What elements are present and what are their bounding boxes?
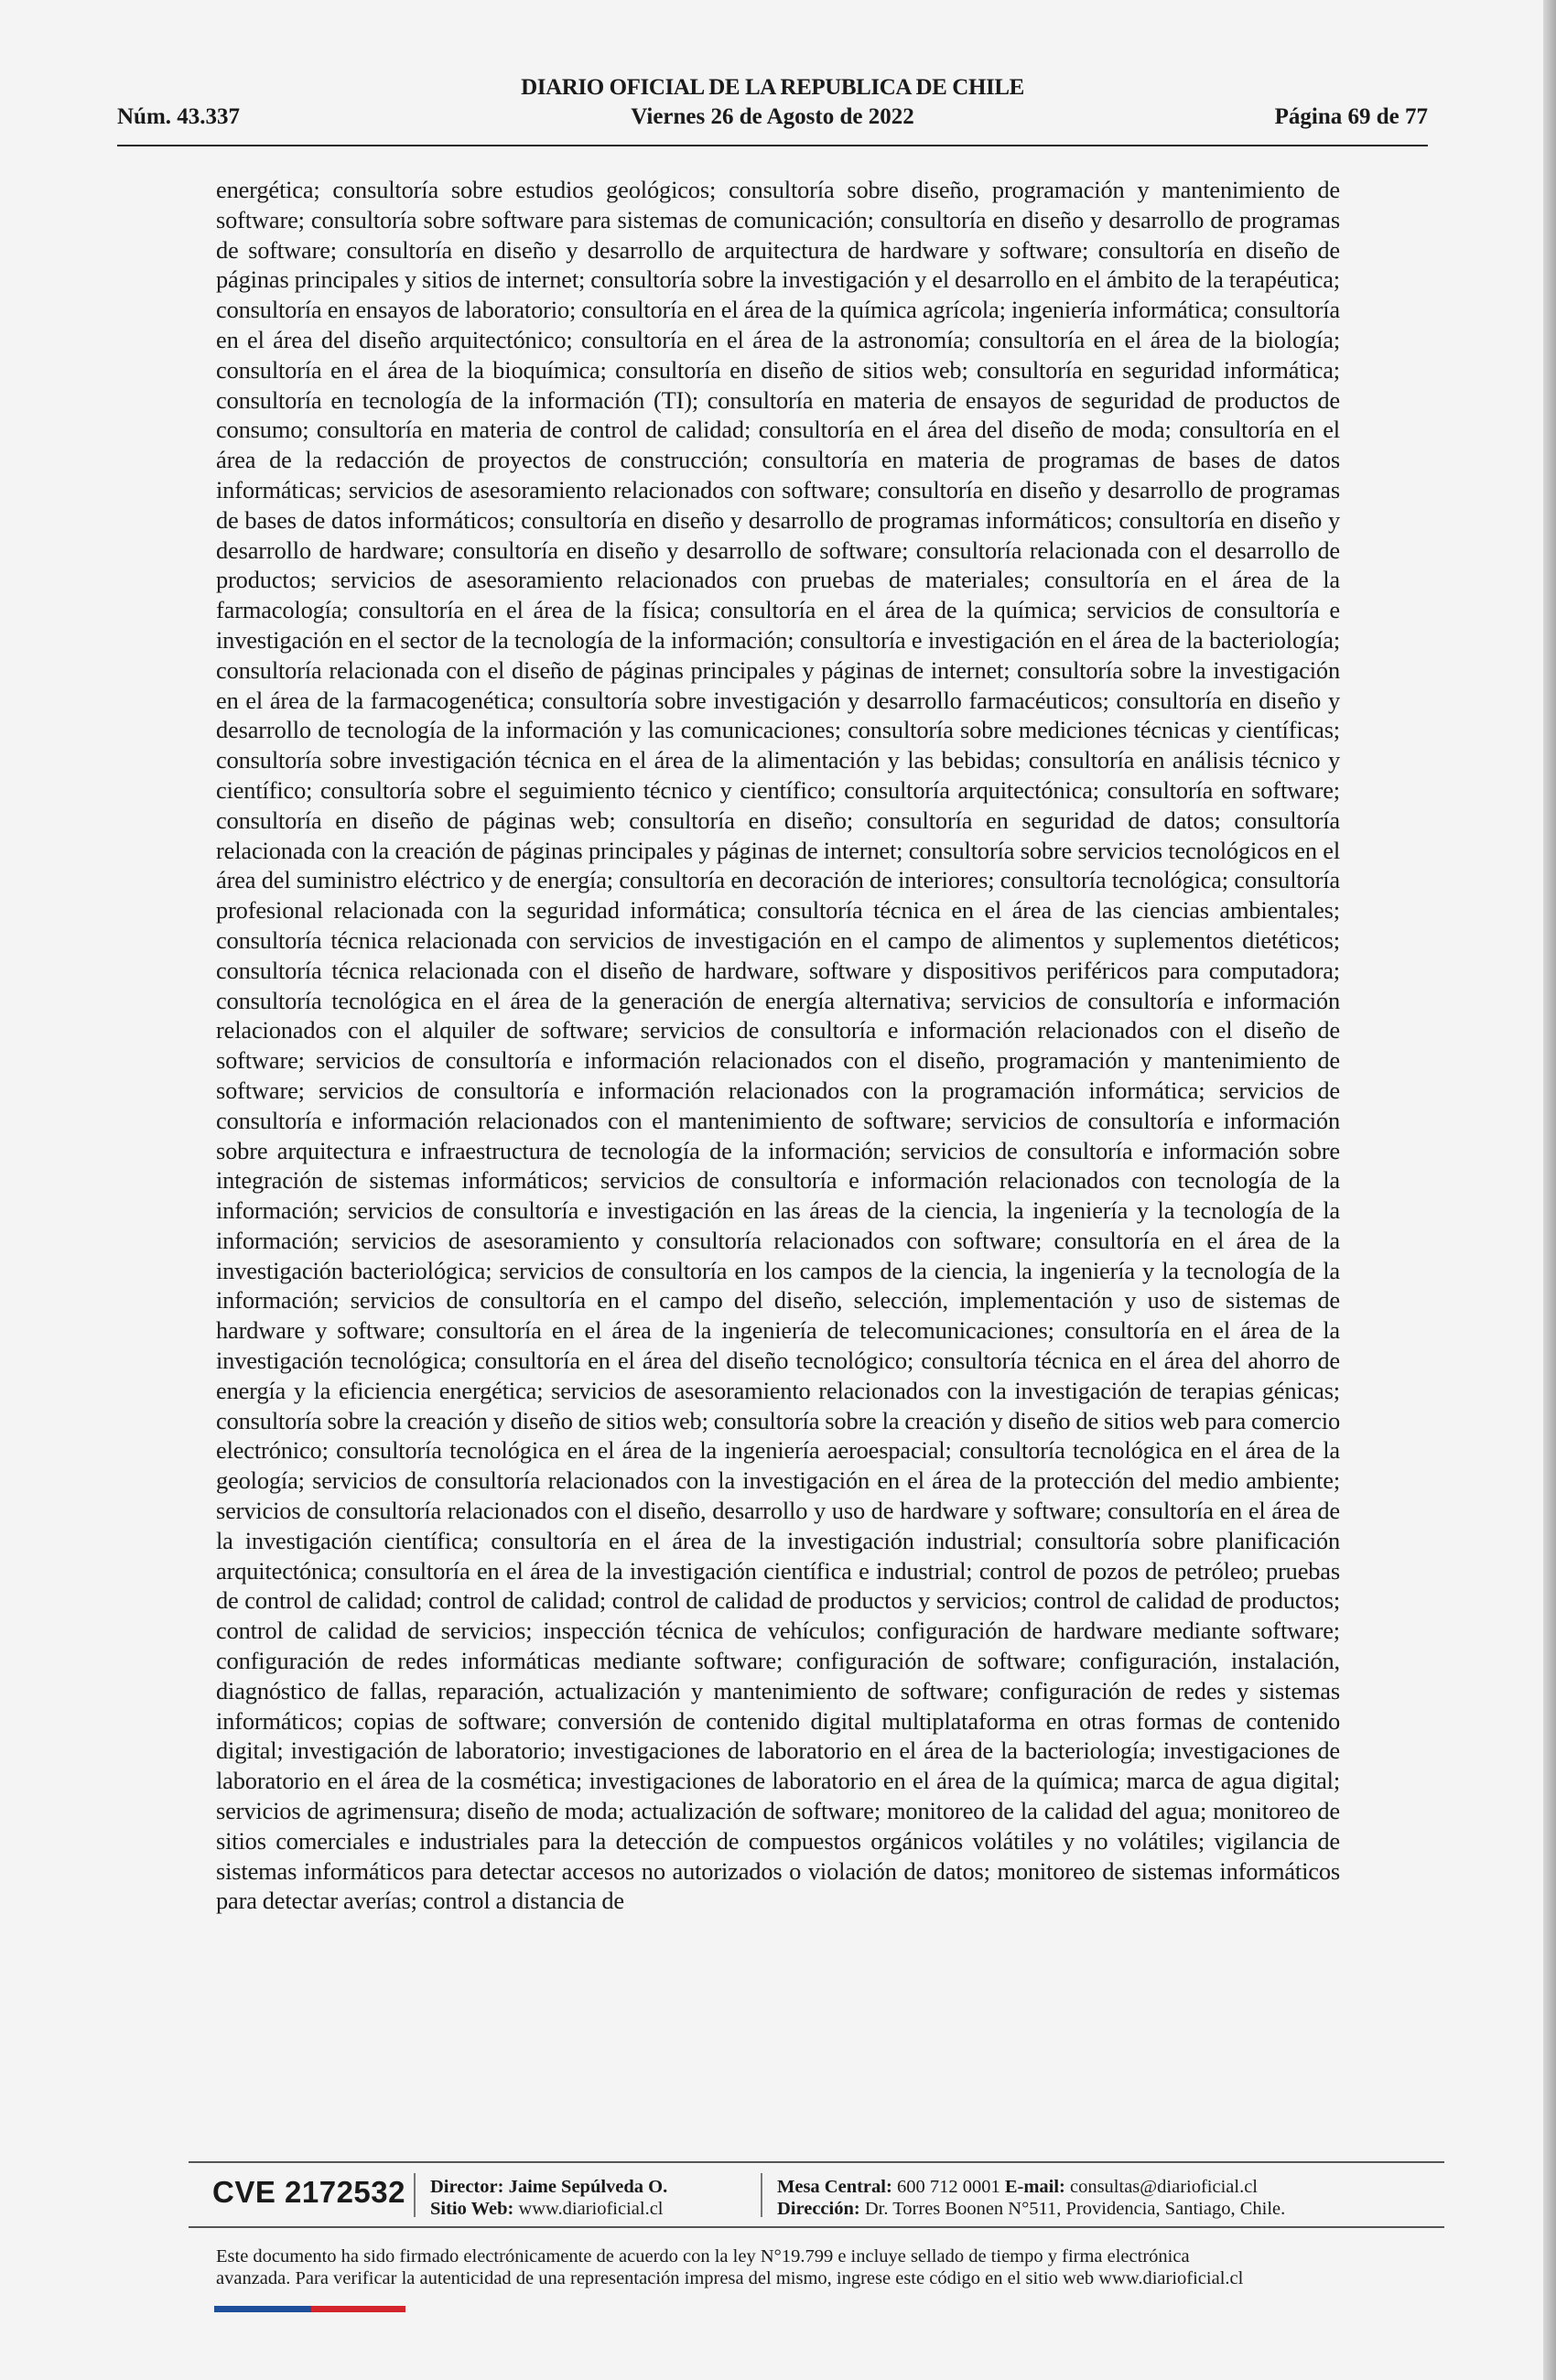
header-divider <box>117 145 1428 146</box>
address-label: Dirección: <box>777 2199 860 2219</box>
footer-separator <box>761 2173 762 2217</box>
phone-label: Mesa Central: <box>777 2177 892 2197</box>
cve-code: CVE 2172532 <box>212 2175 405 2209</box>
newspaper-title: DIARIO OFICIAL DE LA REPUBLICA DE CHILE <box>521 75 1024 100</box>
email-link[interactable]: consultas@diarioficial.cl <box>1069 2177 1259 2197</box>
director-name: Jaime Sepúlveda O. <box>508 2177 668 2197</box>
notice-line: avanzada. Para verificar la autenticidad de una representación impresa del mismo, ingrese este código en el sitio web www.diarioficial.cl <box>216 2268 1244 2288</box>
article-body: energética; consultoría sobre estudios geológicos; consultoría sobre diseño, programación y mantenimiento de software; consultoría sobre software para sistemas de comunicación; consultoría en diseño y desarrollo de programas de software; consultoría en diseño y desarrollo de arquitectura de hardware y software; consultoría en diseño de páginas principales y sitios de internet; consultoría sobre la investigación y el desarrollo en el ámbito de la terapéutica; consultoría en ensayos de laboratorio; consultoría en el área de la química agrícola; ingeniería informática; consultoría en el área del diseño arquitectónico; consultoría en el área de la astronomía; consultoría en el área de la biología; consultoría en el área de la bioquímica; consultoría en diseño de sitios web; consultoría en seguridad informática; consultoría en tecnología de la información (TI); consultoría en materia de ensayos de seguridad de productos de consumo; consultoría en materia de control de calidad; consultoría en el área del diseño de moda; consultoría en el área de la redacción de proyectos de construcción; consultoría en materia de programas de bases de datos informáticas; servicios de asesoramiento relacionados con software; consultoría en diseño y desarrollo de programas de bases de datos informáticos; consultoría en diseño y desarrollo de programas informáticos; consultoría en diseño y desarrollo de hardware; consultoría en diseño y desarrollo de software; consultoría relacionada con el desarrollo de productos; servicios de asesoramiento relacionados con pruebas de materiales; consultoría en el área de la farmacología; consultoría en el área de la física; consultoría en el área de la química; servicios de consultoría e investigación en el sector de la tecnología de la información; consultoría e investigación en el área de la bacteriología; consultoría relacionada con el diseño de páginas principales y páginas de internet; consultoría sobre la investigación en el área de la farmacogenética; consultoría sobre investigación y desarrollo farmacéuticos; consultoría en diseño y desarrollo de tecnología de la información y las comunicaciones; consultoría sobre mediciones técnicas y científicas; consultoría sobre investigación técnica en el área de la alimentación y las bebidas; consultoría en análisis técnico y científico; consultoría sobre el seguimiento técnico y científico; consultoría arquitectónica; consultoría en software; consultoría en diseño de páginas web; consultoría en diseño; consultoría en seguridad de datos; consultoría relacionada con la creación de páginas principales y páginas de internet; consultoría sobre servicios tecnológicos en el área del suministro eléctrico y de energía; consultoría en decoración de interiores; consultoría tecnológica; consultoría profesional relacionada con la seguridad informática; consultoría técnica en el área de las ciencias ambientales; consultoría técnica relacionada con servicios de investigación en el campo de alimentos y suplementos dietéticos; consultoría técnica relacionada con el diseño de hardware, software y dispositivos periféricos para computadora; consultoría tecnológica en el área de la generación de energía alternativa; servicios de consultoría e información relacionados con el alquiler de software; servicios de consultoría e información relacionados con el diseño de software; servicios de consultoría e información relacionados con el diseño, programación y mantenimiento de software; servicios de consultoría e información relacionados con la programación informática; servicios de consultoría e información relacionados con el mantenimiento de software; servicios de consultoría e información sobre arquitectura e infraestructura de tecnología de la información; servicios de consultoría e información sobre integración de sistemas informáticos; servicios de consultoría e información relacionados con tecnología de la información; servicios de consultoría e investigación en las áreas de la ciencia, la ingeniería y la tecnología de la información; servicios de asesoramiento y consultoría relacionados con software; consultoría en el área de la investigación bacteriológica; servicios de consultoría en los campos de la ciencia, la ingeniería y la tecnología de la información; servicios de consultoría en el campo del diseño, selección, implementación y uso de sistemas de hardware y software; consultoría en el área de la ingeniería de telecomunicaciones; consultoría en el área de la investigación tecnológica; consultoría en el área del diseño tecnológico; consultoría técnica en el área del ahorro de energía y la eficiencia energética; servicios de asesoramiento relacionados con la investigación de terapias génicas; consultoría sobre la creación y diseño de sitios web; consultoría sobre la creación y diseño de sitios web para comercio electrónico; consultoría tecnológica en el área de la ingeniería aeroespacial; consultoría tecnológica en el área de la geología; servicios de consultoría relacionados con la investigación en el área de la protección del medio ambiente; servicios de consultoría relacionados con el diseño, desarrollo y uso de hardware y software; consultoría en el área de la investigación científica; consultoría en el área de la investigación industrial; consultoría sobre planificación arquitectónica; consultoría en el área de la investigación científica e industrial; control de pozos de petróleo; pruebas de control de calidad; control de calidad; control de calidad de productos y servicios; control de calidad de productos; control de calidad de servicios; inspección técnica de vehículos; configuración de hardware mediante software; configuración de redes informáticas mediante software; configuración de software; configuración, instalación, diagnóstico de fallas, reparación, actualización y mantenimiento de software; configuración de redes y sistemas informáticos; copias de software; conversión de contenido digital multiplataforma en otras formas de contenido digital; investigación de laboratorio; investigaciones de laboratorio en el área de la bacteriología; investigaciones de laboratorio en el área de la cosmética; investigaciones de laboratorio en el área de la química; marca de agua digital; servicios de agrimensura; diseño de moda; actualización de software; monitoreo de la calidad del agua; monitoreo de sitios comerciales e industriales para la detección de compuestos orgánicos volátiles y no volátiles; vigilancia de sistemas informáticos para detectar accesos no autorizados o violación de datos; monitoreo de sistemas informáticos para detectar averías; control a distancia de <box>216 176 1340 1915</box>
page-header <box>117 75 1428 146</box>
issue-date: Viernes 26 de Agosto de 2022 <box>631 104 914 129</box>
footer-contact-info <box>777 2176 1285 2220</box>
page-indicator: Página 69 de 77 <box>1274 104 1428 129</box>
phone-number: 600 712 0001 <box>896 2177 1000 2197</box>
address-value: Dr. Torres Boonen N°511, Providencia, Santiago, Chile. <box>864 2199 1286 2219</box>
email-label: E-mail: <box>1004 2177 1065 2197</box>
footer-director-info <box>430 2176 667 2220</box>
director-label: Director: <box>430 2177 504 2197</box>
page-edge-shadow <box>1543 0 1556 2380</box>
flag-stripe-red <box>311 2306 405 2312</box>
issue-number: Núm. 43.337 <box>117 104 241 129</box>
website-link[interactable]: www.diarioficial.cl <box>518 2199 664 2219</box>
notice-line: Este documento ha sido firmado electrónicamente de acuerdo con la ley N°19.799 e incluye sellado de tiempo y firma electrónica <box>216 2246 1190 2266</box>
footer-separator <box>414 2173 416 2217</box>
website-label: Sitio Web: <box>430 2199 514 2219</box>
flag-stripe-blue <box>214 2306 311 2312</box>
footer-divider-top <box>189 2161 1444 2163</box>
signature-notice <box>216 2245 1351 2289</box>
footer-divider-bottom <box>189 2226 1444 2228</box>
